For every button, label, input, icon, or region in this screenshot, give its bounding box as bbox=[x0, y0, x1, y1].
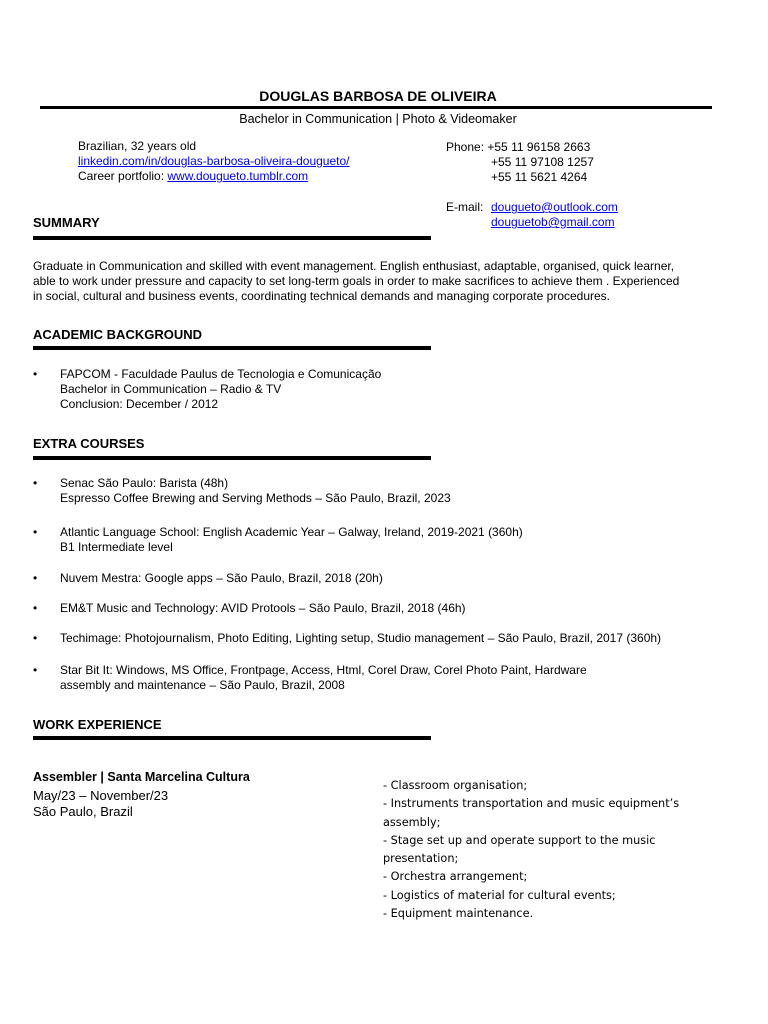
course-line: Star Bit It: Windows, MS Office, Frontpage, Access, Html, Corel Draw, Corel Photo Paint, Hardware bbox=[60, 663, 587, 677]
course-line: Techimage: Photojournalism, Photo Editing, Lighting setup, Studio management – São Paulo, Brazil, 2017 (360h) bbox=[60, 631, 662, 645]
email-2-link[interactable]: douguetob@gmail.com bbox=[491, 215, 615, 229]
phone-1: +55 11 96158 2663 bbox=[487, 140, 591, 154]
work-heading: WORK EXPERIENCE bbox=[33, 717, 162, 732]
summary-bar bbox=[33, 236, 431, 240]
bullet-glyph: • bbox=[33, 601, 38, 615]
phone-2: +55 11 97108 1257 bbox=[491, 155, 594, 169]
course-line: assembly and maintenance – São Paulo, Brazil, 2008 bbox=[60, 678, 345, 692]
phone-3: +55 11 5621 4264 bbox=[491, 170, 588, 184]
duty-item: - Equipment maintenance. bbox=[383, 907, 534, 921]
candidate-name: DOUGLAS BARBOSA DE OLIVEIRA bbox=[259, 88, 497, 104]
work-bar bbox=[33, 736, 431, 740]
summary-text bbox=[33, 259, 723, 304]
job-duties bbox=[383, 777, 713, 923]
course-line: EM&T Music and Technology: AVID Protools – São Paulo, Brazil, 2018 (46h) bbox=[60, 601, 466, 615]
bullet-glyph: • bbox=[33, 571, 38, 585]
job-meta bbox=[33, 788, 168, 820]
course-line: Espresso Coffee Brewing and Serving Methods – São Paulo, Brazil, 2023 bbox=[60, 491, 451, 505]
duty-item: - Stage set up and operate support to the music presentation; bbox=[383, 833, 656, 866]
job-title: Assembler | Santa Marcelina Cultura bbox=[33, 770, 250, 784]
summary-heading: SUMMARY bbox=[33, 215, 100, 230]
duty-item: - Instruments transportation and music equipment’s assembly; bbox=[383, 797, 680, 829]
duty-item: - Orchestra arrangement; bbox=[383, 870, 528, 884]
portfolio-link[interactable]: www.dougueto.tumblr.com bbox=[167, 169, 309, 183]
course-line: Senac São Paulo: Barista (48h) bbox=[60, 476, 229, 490]
duty-item: - Logistics of material for cultural events; bbox=[383, 888, 616, 902]
summary-line: in social, cultural and business events, coordinating technical demands and managing corporate procedures. bbox=[33, 289, 611, 303]
bullet-glyph: • bbox=[33, 476, 38, 490]
job-period: May/23 – November/23 bbox=[33, 788, 169, 803]
email-label: E-mail: bbox=[446, 200, 484, 214]
email-1-link[interactable]: dougueto@outlook.com bbox=[491, 200, 618, 214]
bullet-glyph: • bbox=[33, 525, 38, 539]
course-line: Atlantic Language School: English Academic Year – Galway, Ireland, 2019-2021 (360h) bbox=[60, 525, 523, 539]
summary-line: able to work under pressure and capacity to set long-term goals in order to make sacrifices to achieve them . Experienced bbox=[33, 274, 680, 288]
courses-heading: EXTRA COURSES bbox=[33, 436, 145, 451]
portfolio-row bbox=[78, 169, 350, 184]
header-divider bbox=[40, 106, 712, 109]
candidate-subtitle: Bachelor in Communication | Photo & Videomaker bbox=[239, 112, 517, 126]
nationality-age: Brazilian, 32 years old bbox=[78, 139, 197, 153]
academic-line: Bachelor in Communication – Radio & TV bbox=[60, 382, 282, 396]
bullet-glyph: • bbox=[33, 663, 38, 677]
course-line: Nuvem Mestra: Google apps – São Paulo, Brazil, 2018 (20h) bbox=[60, 571, 383, 585]
phone-row-1 bbox=[446, 140, 618, 155]
bullet-glyph: • bbox=[33, 631, 38, 645]
course-line: B1 Intermediate level bbox=[60, 540, 173, 554]
phone-label: Phone: bbox=[446, 140, 488, 154]
linkedin-link[interactable]: linkedin.com/in/douglas-barbosa-oliveira-dougueto/ bbox=[78, 154, 350, 168]
academic-bar bbox=[33, 346, 431, 350]
courses-bar bbox=[33, 456, 431, 460]
academic-heading: ACADEMIC BACKGROUND bbox=[33, 327, 202, 342]
academic-line: FAPCOM - Faculdade Paulus de Tecnologia e Comunicação bbox=[60, 367, 382, 381]
portfolio-label: Career portfolio: bbox=[78, 169, 168, 183]
job-location: São Paulo, Brazil bbox=[33, 804, 133, 819]
duty-item: - Classroom organisation; bbox=[383, 779, 528, 792]
bullet-glyph: • bbox=[33, 367, 38, 381]
summary-line: Graduate in Communication and skilled with event management. English enthusiast, adaptable, organised, quick learner, bbox=[33, 259, 675, 273]
contact-left bbox=[78, 139, 350, 184]
academic-line: Conclusion: December / 2012 bbox=[60, 397, 219, 411]
email-row-1 bbox=[446, 200, 618, 215]
contact-right bbox=[446, 140, 618, 230]
